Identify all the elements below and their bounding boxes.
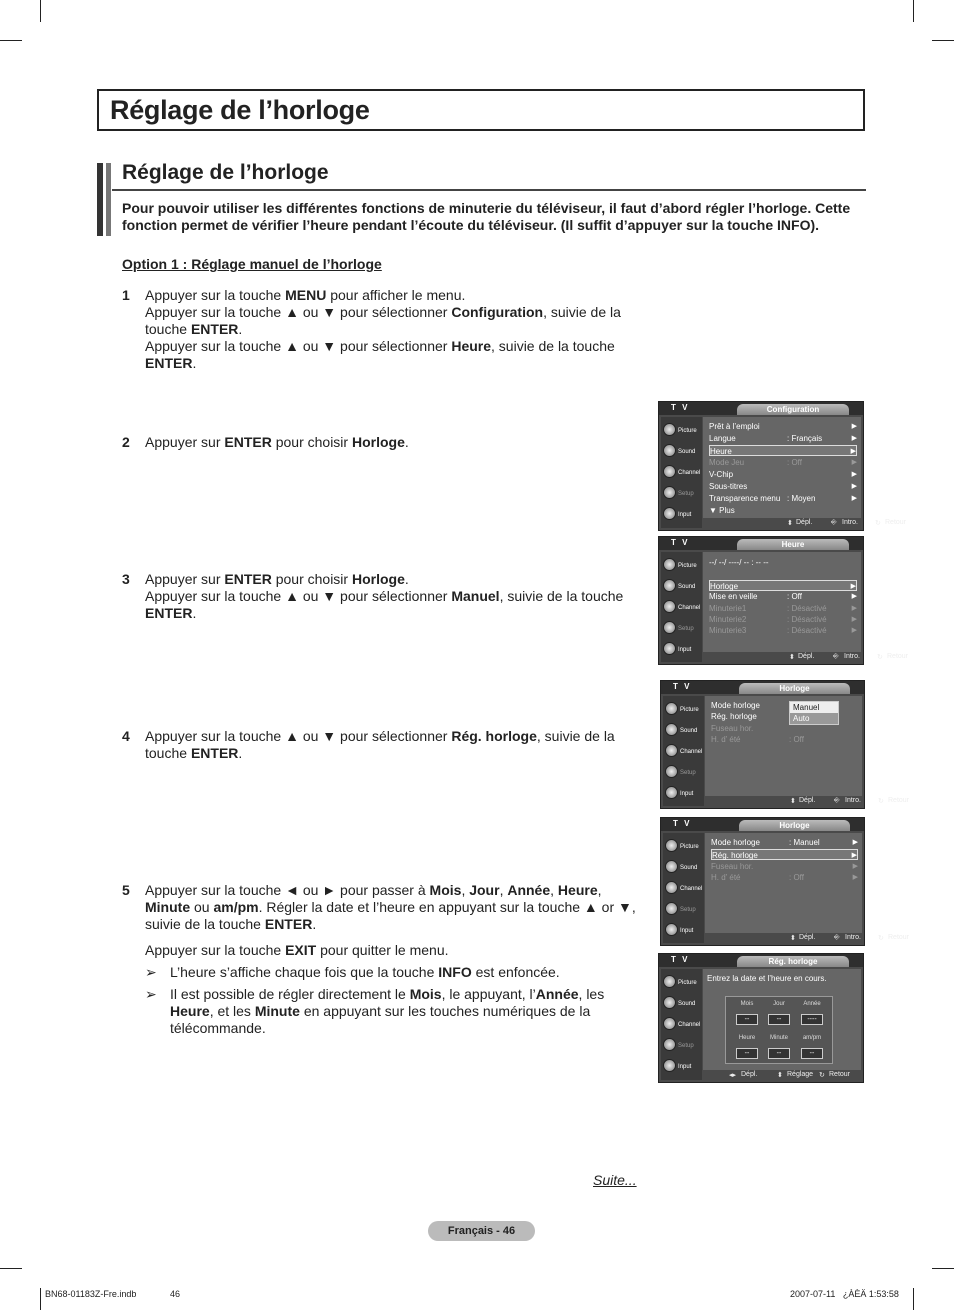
input-icon (663, 507, 676, 520)
prompt-text: Entrez la date et l’heure en cours. (707, 974, 827, 983)
help-return: Retour (829, 1071, 851, 1078)
crop-mark (0, 1268, 22, 1269)
menu-item[interactable] (709, 469, 857, 480)
enter-icon: ⎆ (831, 519, 837, 526)
sidebar-label: Sound (678, 1001, 696, 1007)
arrow-right-icon: ▶ (850, 583, 856, 590)
sidebar-item-picture[interactable] (661, 421, 702, 441)
osd-topbar (661, 681, 864, 694)
sidebar-item-channel[interactable] (663, 742, 704, 762)
menu-item-label: Plus (719, 506, 735, 515)
section-intro: Pour pouvoir utiliser les différentes fonctions de minuterie du téléviseur, il faut d’abord régler l’horloge. Cette fonction permet de vérifier l’heure pendant l’écoute du téléviseur. (Il suffit d’appuyer sur la touche INFO). (122, 200, 851, 233)
menu-item-label: Fuseau hor. (711, 862, 754, 871)
crop-mark (40, 0, 41, 22)
input-icon (663, 1059, 676, 1072)
menu-item-label: Transparence menu (709, 494, 781, 503)
month-field[interactable]: -- (736, 1014, 758, 1025)
sidebar-label: Sound (680, 728, 698, 734)
menu-item-label: Prêt à l’emploi (709, 422, 760, 431)
osd-menu-title: Horloge (739, 683, 850, 694)
help-enter: Intro. (845, 797, 861, 804)
step-text: Appuyer sur ENTER pour choisir Horloge. (145, 434, 409, 450)
step-text: Appuyer sur la touche MENU pour afficher le menu. Appuyer sur la touche ▲ ou ▼ pour sélectionner Configuration, suivie de la touche ENTER. Appuyer sur la touche ▲ ou ▼ pour sélectionner Heure, suivie de la touche ENTER. (145, 287, 621, 371)
sidebar-item-sound[interactable] (663, 858, 704, 878)
picture-icon (665, 702, 678, 715)
arrow-right-icon: ▶ (851, 459, 857, 466)
menu-item[interactable] (709, 493, 857, 504)
continued-link[interactable]: Suite... (593, 1172, 637, 1188)
help-enter: Intro. (844, 653, 860, 660)
menu-item-selected[interactable] (709, 580, 857, 591)
sidebar-label: Setup (678, 1043, 694, 1049)
arrow-right-icon: ▶ (851, 483, 857, 490)
osd-screen-configuration (658, 401, 907, 531)
osd-main (703, 417, 861, 518)
sidebar-label: Channel (678, 470, 701, 476)
adjust-icon: ⬍ (777, 1072, 783, 1079)
step-text: Appuyer sur la touche ▲ ou ▼ pour sélectionner Rég. horloge, suivie de la touche ENTER. (145, 728, 615, 761)
sidebar-label: Input (680, 791, 694, 797)
section-title: Réglage de l’horloge (122, 161, 329, 184)
setup-icon (663, 621, 676, 634)
osd-topbar (659, 402, 863, 415)
menu-item (709, 603, 857, 614)
crop-mark (40, 1288, 41, 1310)
arrow-right-icon: ▶ (851, 616, 857, 623)
step-number: 4 (122, 728, 130, 744)
sound-icon (663, 579, 676, 592)
year-field[interactable]: ---- (801, 1014, 823, 1025)
sidebar-label: Picture (680, 844, 699, 850)
sidebar-label: Channel (680, 886, 703, 892)
menu-item-label: Minuterie2 (709, 615, 747, 624)
help-move: Dépl. (796, 519, 813, 526)
menu-item-value: : Off (789, 735, 804, 744)
footer-time: ¿ÀÈÄ 1:53:58 (842, 1289, 899, 1299)
menu-item-value: : Off (787, 592, 802, 601)
menu-item[interactable] (709, 481, 857, 492)
minute-field[interactable]: -- (768, 1048, 790, 1059)
menu-item-label: V-Chip (709, 470, 734, 479)
osd-menu-title: Heure (737, 539, 849, 550)
clock-entry-panel (725, 996, 833, 1064)
menu-item-value: : Désactivé (787, 604, 827, 613)
osd-tv-label: T V (673, 819, 692, 828)
channel-icon (663, 1017, 676, 1030)
menu-item-value: : Désactivé (787, 615, 827, 624)
sidebar-item-channel[interactable] (661, 598, 702, 618)
osd-tv-label: T V (671, 403, 690, 412)
menu-item (711, 734, 858, 745)
setup-icon (663, 1038, 676, 1051)
dropdown-option[interactable]: Auto (793, 714, 810, 723)
sidebar-item-picture[interactable] (663, 700, 704, 720)
osd-help-bar (703, 518, 907, 529)
help-return: Retour (887, 653, 909, 660)
osd-screen-horloge-dropdown (660, 680, 910, 809)
osd-screen-reg-horloge (658, 953, 864, 1083)
osd-screen-horloge (660, 817, 910, 946)
mode-dropdown[interactable] (789, 701, 839, 725)
help-enter: Intro. (845, 934, 861, 941)
enter-icon: ⎆ (834, 797, 840, 804)
arrow-right-icon: ▶ (852, 874, 858, 881)
osd-main (703, 552, 861, 652)
sidebar-item-picture[interactable] (663, 837, 704, 857)
osd-sidebar (663, 833, 704, 943)
osd-main (705, 833, 862, 933)
sound-icon (665, 723, 678, 736)
channel-icon (665, 881, 678, 894)
osd-topbar (661, 818, 864, 831)
sidebar-item-input[interactable] (661, 505, 702, 525)
step-number: 1 (122, 287, 130, 303)
field-label-year: Année (803, 1001, 821, 1007)
osd-sidebar (661, 969, 702, 1080)
sidebar-label: Channel (678, 605, 701, 611)
sidebar-label: Picture (678, 563, 697, 569)
menu-item (709, 614, 857, 625)
channel-icon (663, 465, 676, 478)
footer-page-num: 46 (170, 1289, 181, 1299)
clock-time: --/ --/ ----/ -- : -- -- (709, 558, 769, 567)
menu-item-value: : Manuel (789, 838, 820, 847)
move-icon: ⬍ (790, 798, 796, 805)
sidebar-label: Input (678, 1064, 692, 1070)
sidebar-label: Sound (678, 584, 696, 590)
sidebar-item-input[interactable] (663, 784, 704, 804)
osd-menu-title: Configuration (737, 404, 849, 415)
return-icon: ↻ (819, 1072, 825, 1079)
footer-date: 2007-07-11 (790, 1289, 836, 1299)
step-number: 3 (122, 571, 130, 587)
menu-item (711, 872, 858, 883)
menu-item-label: Mode Jeu (709, 458, 745, 467)
sidebar-label: Input (678, 512, 692, 518)
menu-item-value: : Off (787, 458, 802, 467)
step-5 (122, 882, 642, 1037)
sidebar-label: Picture (678, 428, 697, 434)
sidebar-item-setup[interactable] (661, 619, 702, 639)
osd-tv-label: T V (673, 682, 692, 691)
osd-menu-title: Rég. horloge (737, 956, 849, 967)
footer-timestamp (790, 1289, 899, 1299)
crop-mark (913, 0, 914, 22)
menu-item-label: Heure (710, 447, 732, 456)
sidebar-item-picture[interactable] (661, 556, 702, 576)
arrow-down-icon: ▼ (709, 506, 720, 515)
section-rule (112, 189, 866, 191)
menu-item-label: Rég. horloge (711, 712, 757, 721)
help-move: Dépl. (799, 934, 816, 941)
help-move: Dépl. (799, 797, 816, 804)
help-return: Retour (885, 519, 907, 526)
setup-icon (665, 902, 678, 915)
step-number: 5 (122, 882, 130, 898)
note: ➢ L’heure s’affiche chaque fois que la touche INFO est enfoncée. (145, 964, 560, 980)
menu-item-label: Minuterie3 (709, 626, 747, 635)
help-move: Dépl. (798, 653, 815, 660)
sidebar-item-channel[interactable] (661, 463, 702, 483)
sidebar-label: Setup (680, 770, 696, 776)
clock-display (709, 557, 857, 568)
picture-icon (663, 975, 676, 988)
page-title-box (97, 89, 865, 131)
picture-icon (663, 558, 676, 571)
sound-icon (665, 860, 678, 873)
sound-icon (663, 996, 676, 1009)
menu-item-more[interactable] (709, 505, 857, 516)
osd-sidebar (663, 696, 704, 806)
menu-item-value: : Désactivé (787, 626, 827, 635)
return-icon: ↻ (878, 798, 884, 805)
osd-sidebar (661, 417, 702, 528)
sidebar-label: Sound (678, 449, 696, 455)
menu-item[interactable] (711, 837, 858, 848)
help-return: Retour (888, 797, 910, 804)
hour-field[interactable]: -- (736, 1048, 758, 1059)
osd-tv-label: T V (671, 538, 690, 547)
sidebar-item-input[interactable] (663, 921, 704, 941)
menu-item[interactable] (709, 433, 857, 444)
sidebar-label: Picture (678, 980, 697, 986)
sidebar-label: Setup (678, 491, 694, 497)
osd-tv-label: T V (671, 955, 690, 964)
picture-icon (663, 423, 676, 436)
menu-item[interactable] (709, 421, 857, 432)
osd-menu-title: Horloge (739, 820, 850, 831)
arrow-right-icon: ▶ (851, 471, 857, 478)
sidebar-item-input[interactable] (661, 1057, 702, 1077)
menu-item-selected[interactable] (709, 445, 857, 456)
osd-help-bar (705, 933, 910, 944)
step-1 (122, 287, 642, 372)
menu-item-label: H. d’ été (711, 735, 741, 744)
section-bar (97, 163, 103, 236)
sidebar-item-setup[interactable] (661, 1036, 702, 1056)
page-title: Réglage de l’horloge (110, 95, 370, 125)
osd-main (703, 969, 861, 1070)
ampm-field[interactable]: -- (801, 1048, 823, 1059)
sidebar-label: Channel (678, 1022, 701, 1028)
menu-item-label: Horloge (710, 582, 739, 591)
menu-item-label: Langue (709, 434, 736, 443)
sidebar-item-sound[interactable] (663, 721, 704, 741)
sidebar-item-channel[interactable] (661, 1015, 702, 1035)
menu-item-label: Rég. horloge (712, 851, 758, 860)
help-enter: Intro. (842, 519, 858, 526)
osd-screen-heure (658, 536, 909, 665)
enter-icon: ⎆ (834, 934, 840, 941)
arrow-right-icon: ▶ (851, 627, 857, 634)
sound-icon (663, 444, 676, 457)
menu-item-selected[interactable] (711, 849, 858, 860)
menu-item-label: H. d’ été (711, 873, 741, 882)
menu-item-value: : Français (787, 434, 823, 443)
setup-icon (663, 486, 676, 499)
arrow-right-icon: ▶ (850, 448, 856, 455)
osd-help-bar (705, 796, 910, 807)
day-field[interactable]: -- (768, 1014, 790, 1025)
clock-prompt (707, 973, 857, 984)
sidebar-label: Setup (680, 907, 696, 913)
note: ➢ Il est possible de régler directement le Mois, le appuyant, l’Année, les Heure, et les Minute en appuyant sur les touches numériques de la télécommande. (145, 986, 605, 1036)
osd-main (705, 696, 862, 796)
field-label-ampm: am/pm (802, 1035, 822, 1041)
enter-icon: ⎆ (833, 653, 839, 660)
move-icon: ⬍ (790, 935, 796, 942)
step-3 (122, 571, 642, 622)
arrow-right-icon: ▶ (851, 852, 857, 859)
sidebar-item-setup[interactable] (663, 763, 704, 783)
osd-help-bar (703, 1070, 861, 1081)
arrow-right-icon: ▶ (851, 423, 857, 430)
menu-item[interactable] (709, 591, 857, 602)
menu-item-label: Mode horloge (711, 838, 760, 847)
arrow-right-icon: ▶ (851, 435, 857, 442)
note-arrow-icon: ➢ (145, 964, 157, 980)
sidebar-label: Setup (678, 626, 694, 632)
field-label-month: Mois (740, 1001, 754, 1007)
sidebar-label: Picture (680, 707, 699, 713)
channel-icon (665, 744, 678, 757)
menu-item-value: : Off (789, 873, 804, 882)
field-label-minute: Minute (769, 1035, 788, 1041)
menu-item-value: : Moyen (787, 494, 816, 503)
return-icon: ↻ (875, 520, 881, 527)
step-4 (122, 728, 642, 762)
sidebar-item-input[interactable] (661, 640, 702, 660)
sidebar-item-sound[interactable] (661, 994, 702, 1014)
sidebar-label: Channel (680, 749, 703, 755)
sidebar-item-picture[interactable] (661, 973, 702, 993)
menu-item-label: Sous-titres (709, 482, 748, 491)
arrow-right-icon: ▶ (852, 863, 858, 870)
return-icon: ↻ (877, 654, 883, 661)
osd-sidebar (661, 552, 702, 662)
return-icon: ↻ (878, 935, 884, 942)
menu-item (709, 457, 857, 468)
field-label-hour: Heure (738, 1035, 756, 1041)
crop-mark (932, 40, 954, 41)
crop-mark (0, 40, 22, 41)
help-return: Retour (888, 934, 910, 941)
help-move: Dépl. (741, 1071, 758, 1078)
sidebar-item-channel[interactable] (663, 879, 704, 899)
crop-mark (932, 1268, 954, 1269)
move-icon: ⬍ (787, 520, 793, 527)
step-text: Appuyer sur ENTER pour choisir Horloge. Appuyer sur la touche ▲ ou ▼ pour sélectionner Manuel, suivie de la touche ENTER. (145, 571, 624, 621)
section-bar (106, 163, 111, 236)
page-label: Français - 46 (428, 1221, 535, 1241)
osd-topbar (659, 954, 863, 967)
crop-mark (913, 1288, 914, 1310)
help-adjust: Réglage (787, 1071, 814, 1078)
osd-help-bar (703, 652, 909, 663)
step-2 (122, 434, 642, 451)
sidebar-label: Sound (680, 865, 698, 871)
sidebar-item-sound[interactable] (661, 442, 702, 462)
menu-item-label: Mise en veille (709, 592, 758, 601)
menu-item (709, 625, 857, 636)
input-icon (665, 923, 678, 936)
sidebar-label: Input (678, 647, 692, 653)
sidebar-item-setup[interactable] (663, 900, 704, 920)
menu-item-label: Minuterie1 (709, 604, 747, 613)
osd-topbar (659, 537, 863, 550)
menu-item-label: Fuseau hor. (711, 724, 754, 733)
dropdown-option-selected[interactable]: Manuel (790, 702, 838, 713)
picture-icon (665, 839, 678, 852)
note-arrow-icon: ➢ (145, 986, 157, 1002)
arrow-right-icon: ▶ (851, 495, 857, 502)
sidebar-label: Input (680, 928, 694, 934)
input-icon (663, 642, 676, 655)
option-title: Option 1 : Réglage manuel de l’horloge (122, 256, 382, 272)
input-icon (665, 786, 678, 799)
step-number: 2 (122, 434, 130, 450)
arrow-right-icon: ▶ (851, 605, 857, 612)
setup-icon (665, 765, 678, 778)
channel-icon (663, 600, 676, 613)
menu-item (711, 861, 858, 872)
arrow-right-icon: ▶ (852, 839, 858, 846)
menu-item-label: Mode horloge (711, 701, 760, 710)
arrow-right-icon: ▶ (851, 593, 857, 600)
move-lr-icon: ◂▸ (729, 1072, 737, 1079)
sidebar-item-setup[interactable] (661, 484, 702, 504)
move-icon: ⬍ (789, 654, 795, 661)
footer-file: BN68-01183Z-Fre.indb (45, 1289, 137, 1299)
field-label-day: Jour (773, 1001, 785, 1007)
step-text: Appuyer sur la touche ◄ ou ► pour passer à Mois, Jour, Année, Heure, Minute ou am/pm. Régler la date et l’heure en appuyant sur la touche ▲ or ▼, suivie de la touche ENTER. Appuyer sur la touche EXIT pour quitter le menu. ➢ L’heure s’affiche chaque fois que la touche INFO est enfoncée. ➢ Il est possible de régler directement le Mois, le appuyant, l’Année, les Heure, et les Minute en appuyant sur les touches numériques de la télécommande. (145, 882, 642, 1037)
sidebar-item-sound[interactable] (661, 577, 702, 597)
